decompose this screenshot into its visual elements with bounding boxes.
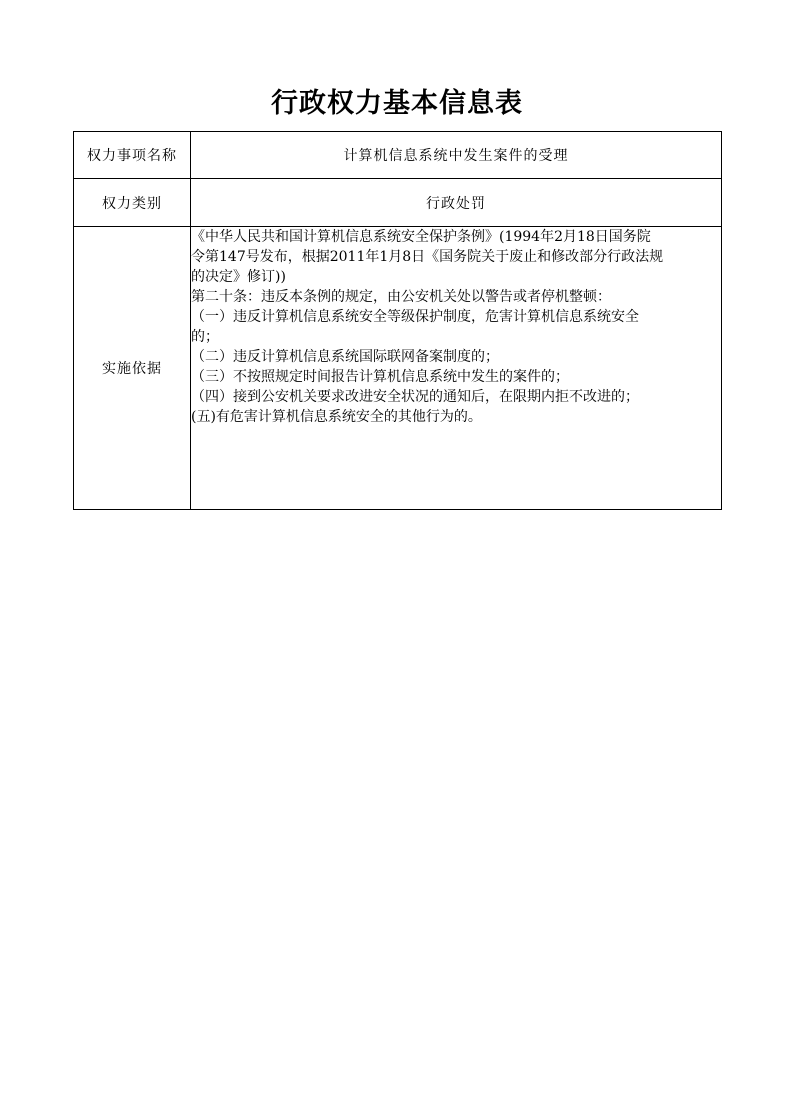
basis-line: 令第147号发布，根据2011年1月8日《国务院关于废止和修改部分行政法规 bbox=[191, 249, 664, 265]
row-implementation-basis bbox=[74, 227, 722, 510]
basis-line: 的； bbox=[191, 329, 219, 345]
info-table bbox=[73, 131, 722, 510]
page-title: 行政权力基本信息表 bbox=[271, 88, 523, 119]
basis-line: 第二十条：违反本条例的规定，由公安机关处以警告或者停机整顿： bbox=[191, 289, 611, 305]
basis-line: 《中华人民共和国计算机信息系统安全保护条例》(1994年2月18日国务院 bbox=[191, 229, 651, 245]
label-power-name: 权力事项名称 bbox=[74, 132, 191, 179]
basis-line: （四）接到公安机关要求改进安全状况的通知后，在限期内拒不改进的； bbox=[191, 389, 639, 405]
basis-line: （一）违反计算机信息系统安全等级保护制度，危害计算机信息系统安全 bbox=[191, 309, 639, 325]
value-implementation-basis bbox=[191, 227, 722, 510]
row-power-name bbox=[74, 132, 722, 179]
row-power-category bbox=[74, 179, 722, 227]
basis-line: （三）不按照规定时间报告计算机信息系统中发生的案件的； bbox=[191, 369, 569, 385]
label-power-category: 权力类别 bbox=[74, 179, 191, 227]
label-implementation-basis: 实施依据 bbox=[74, 227, 191, 510]
basis-line: （二）违反计算机信息系统国际联网备案制度的； bbox=[191, 349, 499, 365]
basis-line: 的决定》修订)) bbox=[191, 269, 286, 285]
value-power-name: 计算机信息系统中发生案件的受理 bbox=[191, 132, 722, 179]
value-power-category: 行政处罚 bbox=[191, 179, 722, 227]
basis-line: (五)有危害计算机信息系统安全的其他行为的。 bbox=[191, 409, 482, 425]
